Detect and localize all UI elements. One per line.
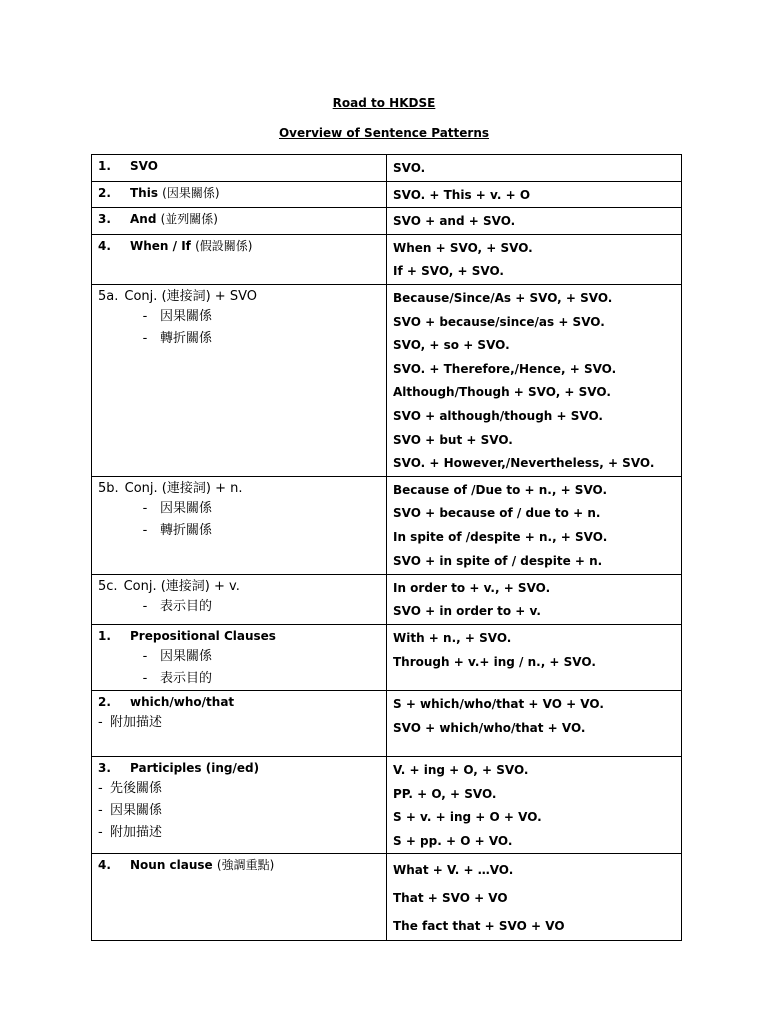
table-row xyxy=(92,476,682,574)
pattern-label-cell xyxy=(92,234,387,284)
pattern-line: When + SVO, + SVO. xyxy=(393,240,533,255)
row-number: 1. xyxy=(98,159,111,173)
pattern-examples-cell xyxy=(387,756,682,853)
pattern-line: SVO + in order to + v. xyxy=(393,604,541,619)
row-heading: Prepositional Clauses xyxy=(130,628,276,643)
pattern-line: The fact that + SVO + VO xyxy=(393,919,565,934)
sub-point: - 附加描述 xyxy=(98,824,163,840)
document-subtitle: Overview of Sentence Patterns xyxy=(278,126,490,140)
pattern-examples-cell xyxy=(387,574,682,624)
pattern-examples-cell xyxy=(387,208,682,235)
pattern-line: SVO + because/since/as + SVO. xyxy=(393,314,605,329)
row-heading: When / If xyxy=(130,238,191,253)
pattern-line: What + V. + …VO. xyxy=(393,863,514,878)
row-heading-note: (因果關係) xyxy=(162,185,220,200)
pattern-line: S + which/who/that + VO + VO. xyxy=(393,696,604,711)
pattern-line: Through + v.+ ing / n., + SVO. xyxy=(393,654,596,669)
pattern-line: In spite of /despite + n., + SVO. xyxy=(393,529,608,544)
row-number: 1. xyxy=(98,628,111,643)
pattern-line: SVO. + Therefore,/Hence, + SVO. xyxy=(393,361,617,376)
row-number: 4. xyxy=(98,238,111,253)
pattern-examples-cell xyxy=(387,234,682,284)
row-number: 2. xyxy=(98,185,111,200)
pattern-line: SVO + and + SVO. xyxy=(393,214,516,229)
sub-point: - 因果關係 xyxy=(142,308,213,324)
row-number: 3. xyxy=(98,212,111,227)
pattern-label-cell xyxy=(92,476,387,574)
table-row xyxy=(92,234,682,284)
row-heading: which/who/that xyxy=(130,694,235,709)
sub-point: - 轉折關係 xyxy=(142,522,213,538)
row-heading: SVO xyxy=(130,159,158,173)
pattern-examples-cell xyxy=(387,155,682,182)
pattern-line: PP. + O, + SVO. xyxy=(393,786,497,801)
row-number: 3. xyxy=(98,760,111,775)
pattern-examples-cell xyxy=(387,476,682,574)
pattern-line: If + SVO, + SVO. xyxy=(393,264,504,279)
row-heading: This xyxy=(130,185,158,200)
sub-point: - 先後關係 xyxy=(98,780,163,796)
pattern-examples-cell xyxy=(387,854,682,941)
table-row xyxy=(92,208,682,235)
pattern-line: S + pp. + O + VO. xyxy=(393,833,513,848)
pattern-line: SVO + in spite of / despite + n. xyxy=(393,553,603,568)
pattern-line: SVO. + This + v. + O xyxy=(393,187,531,202)
pattern-line: Because of /Due to + n., + SVO. xyxy=(393,482,608,497)
pattern-line: With + n., + SVO. xyxy=(393,630,512,645)
pattern-examples-cell xyxy=(387,690,682,756)
table-row xyxy=(92,690,682,756)
table-row xyxy=(92,155,682,182)
row-heading-note: (強調重點) xyxy=(216,858,275,873)
row-number: 5b. xyxy=(98,480,119,496)
table-row xyxy=(92,181,682,208)
table-row xyxy=(92,284,682,476)
pattern-line: That + SVO + VO xyxy=(393,891,508,906)
sub-point: - 因果關係 xyxy=(142,500,213,516)
row-number: 5a. xyxy=(98,288,119,304)
table-row xyxy=(92,574,682,624)
row-heading: Conj. (連接詞) + SVO xyxy=(124,288,257,304)
row-heading: Conj. (連接詞) + n. xyxy=(124,480,243,496)
pattern-examples-cell xyxy=(387,624,682,690)
sub-point: - 因果關係 xyxy=(98,802,163,818)
pattern-line: SVO, + so + SVO. xyxy=(393,338,510,353)
pattern-line: SVO + because of / due to + n. xyxy=(393,506,601,521)
document-title: Road to HKDSE xyxy=(332,96,436,110)
row-number: 2. xyxy=(98,694,111,709)
table-row xyxy=(92,854,682,941)
pattern-examples-cell xyxy=(387,181,682,208)
pattern-line: In order to + v., + SVO. xyxy=(393,580,551,595)
table-row xyxy=(92,756,682,853)
table-row xyxy=(92,624,682,690)
row-heading: Participles (ing/ed) xyxy=(130,760,260,775)
pattern-line: Because/Since/As + SVO, + SVO. xyxy=(393,290,613,305)
row-heading: Noun clause xyxy=(130,858,213,873)
pattern-line: Although/Though + SVO, + SVO. xyxy=(393,385,611,400)
pattern-line: S + v. + ing + O + VO. xyxy=(393,810,542,825)
pattern-label-cell xyxy=(92,756,387,853)
pattern-line: V. + ing + O, + SVO. xyxy=(393,762,529,777)
row-number: 4. xyxy=(98,858,111,873)
pattern-line: SVO + but + SVO. xyxy=(393,432,513,447)
pattern-label-cell xyxy=(92,624,387,690)
pattern-line: SVO. xyxy=(393,161,426,175)
pattern-label-cell xyxy=(92,574,387,624)
row-heading-note: (並列關係) xyxy=(160,212,218,227)
pattern-examples-cell xyxy=(387,284,682,476)
pattern-line: SVO + which/who/that + VO. xyxy=(393,720,586,735)
pattern-label-cell xyxy=(92,208,387,235)
sub-point: - 表示目的 xyxy=(142,670,213,686)
row-heading-note: (假設關係) xyxy=(195,238,253,253)
sub-point: - 附加描述 xyxy=(98,714,163,730)
sentence-patterns-table xyxy=(91,154,682,941)
pattern-label-cell xyxy=(92,690,387,756)
sub-point: - 轉折關係 xyxy=(142,330,213,346)
pattern-line: SVO + although/though + SVO. xyxy=(393,408,603,423)
pattern-line: SVO. + However,/Nevertheless, + SVO. xyxy=(393,456,655,471)
row-number: 5c. xyxy=(98,578,118,594)
pattern-label-cell xyxy=(92,155,387,182)
row-heading: And xyxy=(130,212,157,227)
pattern-label-cell xyxy=(92,284,387,476)
pattern-label-cell xyxy=(92,181,387,208)
pattern-label-cell xyxy=(92,854,387,941)
sub-point: - 因果關係 xyxy=(142,648,213,664)
sub-point: - 表示目的 xyxy=(142,598,213,614)
row-heading: Conj. (連接詞) + v. xyxy=(123,578,240,594)
